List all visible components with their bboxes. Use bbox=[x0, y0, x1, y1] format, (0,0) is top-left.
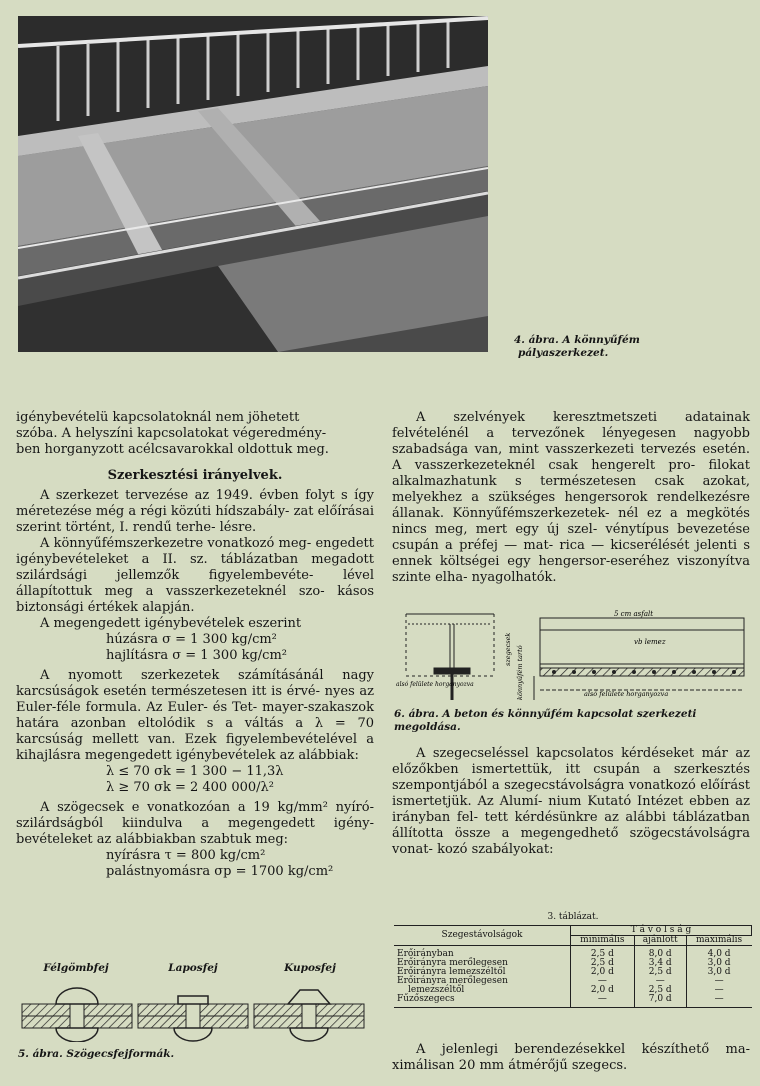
table-cell: lemezszéltől bbox=[408, 985, 465, 995]
table-cell: — bbox=[571, 977, 635, 986]
text-line: lével állapítottuk meg a vasszerkezeteknél szo- bbox=[16, 568, 374, 599]
table-cell: 3,0 d bbox=[686, 968, 751, 977]
text-line: A szögecsek e vonatkozóan a 19 kg/mm² nyíró- bbox=[40, 800, 374, 815]
figure-6-label: 5 cm asfalt bbox=[614, 610, 654, 618]
table-cell: Erőirányra merőlegesen bbox=[397, 976, 508, 986]
table-cell: 2,5 d bbox=[571, 959, 635, 968]
text-line: ximálisan 20 mm átmérőjű szegecs. bbox=[392, 1058, 628, 1073]
text-line: s így méretezése még a régi közúti hídszabály- bbox=[16, 488, 374, 519]
table-cell: 3,4 d bbox=[634, 959, 686, 968]
text-line: össze a megengedhető szögecstávolságra vonat- bbox=[392, 826, 750, 857]
spacing-table bbox=[394, 925, 752, 1008]
text-line: már az előzőkben ismertettük, itt csupán a bbox=[392, 746, 750, 777]
text-line: karcsúságok esetén természetesen itt is érvé- bbox=[16, 684, 320, 699]
formula: nyírásra τ = 800 kg/cm² bbox=[106, 848, 266, 863]
paragraph bbox=[16, 536, 374, 616]
table-cell: Fűzőszegecs bbox=[394, 995, 571, 1008]
figure-6-label: könnyűfém tartó bbox=[516, 645, 524, 700]
text-line: igénybevételek az alábbiak: bbox=[175, 748, 359, 763]
text-line: A nyomott szerkezetek számításánál nagy bbox=[40, 668, 374, 683]
text-line: figyelembevételével a kihajlásra megengedett bbox=[16, 732, 375, 763]
text-line: A könnyűfémszerkezetre vonatkozó meg- bbox=[40, 536, 312, 551]
table-cell: 4,0 d bbox=[686, 946, 751, 960]
table-cell: 2,0 d bbox=[571, 986, 635, 995]
text-line: azokat, melyekhez a szükséges hengersorok bbox=[392, 474, 750, 505]
figure-4-photo bbox=[18, 16, 488, 352]
text-line: zat előírásai szerint történt, I. rendű terhe- bbox=[16, 504, 374, 535]
table-cell: — bbox=[634, 977, 686, 986]
figure-6-label: szegecsek bbox=[504, 632, 512, 666]
text-line: igénybevételü kapcsolatoknál nem jöhetett bbox=[16, 410, 300, 425]
text-line: kozó szabályokat: bbox=[437, 842, 554, 857]
table-cell: Erőirányra merőlegesen bbox=[397, 958, 508, 968]
rivet-conical bbox=[254, 990, 364, 1041]
text-line: vonatkozó előírást ismertetjük. Az Alumí- bbox=[392, 778, 750, 809]
table-cell: — bbox=[686, 995, 751, 1008]
table-cell: Erőirányra lemezszéltől bbox=[397, 967, 506, 977]
table-row bbox=[394, 946, 752, 960]
text-line: szabadsága van, mint vasszerkezeti tervezés bbox=[392, 442, 696, 457]
table-header: Szegestávolságok bbox=[394, 926, 571, 946]
rivet-semicircular bbox=[22, 988, 132, 1042]
rivet-flat bbox=[138, 996, 248, 1041]
paragraph bbox=[392, 410, 750, 586]
right-column-continued bbox=[392, 746, 750, 858]
table-header: maximális bbox=[686, 936, 751, 946]
left-column bbox=[16, 410, 374, 880]
text-line: egy hengersor-eseréhez viszonyítva szinte elha- bbox=[392, 554, 750, 585]
text-line: ben horganyzott acélcsavarokkal oldottuk meg. bbox=[16, 442, 329, 457]
text-line: megadott szilárdsági jellemzők figyelembevéte- bbox=[16, 552, 374, 583]
text-line: rendelkezésre állanak. Könnyűfémszerkezetek- bbox=[392, 490, 750, 521]
figure-5-labels bbox=[18, 962, 368, 974]
figure-4-caption-line: pályaszerkezet. bbox=[518, 347, 609, 359]
figure-6-label: alsó felülete horganyozva bbox=[584, 690, 669, 698]
figure-6-label: vb lemez bbox=[634, 638, 666, 646]
text-line: bevételeket az alábbiakban szabtuk meg: bbox=[16, 832, 289, 847]
formula: hajlításra σ = 1 300 kg/cm² bbox=[106, 648, 287, 663]
text-line: nium Kutató Intézet ebben az irányban fel- bbox=[392, 794, 750, 825]
text-line: filokat alkalmazhatunk s természetesen csak bbox=[392, 458, 750, 489]
table-cell: Erőirányban bbox=[397, 949, 454, 959]
figure-5 bbox=[18, 962, 368, 1061]
table-cell: 8,0 d bbox=[634, 946, 686, 960]
text-line: A szegecseléssel kapcsolatos kérdéseket bbox=[416, 746, 695, 761]
paragraph bbox=[16, 488, 374, 536]
table-cell: 2,5 d bbox=[634, 968, 686, 977]
table-3 bbox=[394, 912, 752, 1008]
paragraph bbox=[16, 410, 374, 458]
text-line: A szelvények keresztmetszeti adatainak bbox=[416, 410, 750, 425]
figure-6-caption-line: 6. ábra. A beton és könnyűfém kapcsolat szerkezeti bbox=[394, 708, 697, 720]
text-line: szilárdságból kiindulva a megengedett igény- bbox=[16, 816, 374, 831]
rivet-label: Félgömbfej bbox=[43, 962, 109, 974]
text-line: kásos biztonsági értékek alapján. bbox=[16, 584, 375, 615]
table-cell: — bbox=[571, 995, 635, 1008]
text-line: szerkesztés szempontjából a szegecstávolságra bbox=[392, 762, 750, 793]
text-line: váltás a λ = 70 karcsúság mellett van. Ezek bbox=[16, 716, 374, 747]
rivet-label: Kuposfej bbox=[284, 962, 336, 974]
text-line: nyes az Euler-féle formula. Az Euler- és Tet- bbox=[16, 684, 374, 715]
formula: húzásra σ = 1 300 kg/cm² bbox=[106, 632, 277, 647]
text-line: rica — kicserélését jelenti s ennek költségei bbox=[392, 538, 750, 569]
table-cell: 2,5 d bbox=[571, 946, 635, 960]
table-title: 3. táblázat. bbox=[547, 912, 599, 922]
text-line: esetén. A vasszerkezeteknél csak hengerelt pro- bbox=[392, 442, 750, 473]
text-line: mayer-szakaszok határa azonban eltolódik s a bbox=[16, 700, 374, 731]
table-cell: 2,5 d bbox=[634, 986, 686, 995]
table-row bbox=[394, 995, 752, 1008]
figure-6-caption bbox=[394, 708, 750, 734]
text-line: A szerkezet tervezése az 1949. évben folyt bbox=[40, 488, 335, 503]
table-header: minimális bbox=[571, 936, 635, 946]
rivet-label: Laposfej bbox=[168, 962, 218, 974]
paragraph bbox=[16, 800, 374, 848]
right-column bbox=[392, 410, 750, 586]
formula: λ ≤ 70 σk = 1 300 − 11,3λ bbox=[106, 764, 284, 779]
figure-5-caption: 5. ábra. Szögecsfejformák. bbox=[18, 1048, 175, 1060]
figure-6-caption-line: megoldása. bbox=[394, 721, 461, 733]
rivet-drawings bbox=[18, 974, 368, 1042]
text-line: vénytípus bevezetése csupán a préfej — mat- bbox=[392, 522, 750, 553]
table-cell: — bbox=[686, 977, 751, 986]
right-column-end bbox=[392, 1042, 750, 1074]
text-line: szóba. A helyszíni kapcsolatokat végeredmény- bbox=[16, 426, 327, 441]
figure-6-label: alsó felülete horganyozva bbox=[396, 681, 474, 688]
table-cell: 3,0 d bbox=[686, 959, 751, 968]
text-line: lésre. bbox=[219, 520, 257, 535]
formula: λ ≥ 70 σk = 2 400 000/λ² bbox=[106, 780, 274, 795]
table-header: ajánlott bbox=[634, 936, 686, 946]
table-header: T á v o l s á g bbox=[571, 926, 752, 936]
figure-6-drawing bbox=[394, 604, 750, 704]
text-line: nyagolhatók. bbox=[471, 570, 557, 585]
text-line: engedett igénybevételeket a II. sz. táblázatban bbox=[16, 536, 374, 567]
text-line: nél ez a megkötés nincs meg, mert egy új szel- bbox=[392, 506, 750, 537]
paragraph bbox=[392, 1042, 750, 1074]
table-cell: 2,0 d bbox=[571, 968, 635, 977]
figure-4-caption-line: 4. ábra. A könnyűfém bbox=[514, 334, 640, 346]
figure-4-caption bbox=[514, 334, 754, 360]
section-heading: Szerkesztési irányelvek. bbox=[107, 468, 283, 483]
table-cell: 7,0 d bbox=[634, 995, 686, 1008]
figure-6 bbox=[394, 604, 750, 734]
paragraph: A megengedett igénybevételek eszerint bbox=[40, 616, 302, 631]
formula: palástnyomásra σp = 1700 kg/cm² bbox=[106, 864, 334, 879]
text-line: A jelenlegi berendezésekkel készíthető ma- bbox=[416, 1042, 750, 1057]
table-cell: — bbox=[686, 986, 751, 995]
text-line: tett kérdésünkre az alábbi táblázatban állította bbox=[392, 810, 750, 841]
paragraph bbox=[392, 746, 750, 858]
paragraph bbox=[16, 668, 374, 764]
text-line: felvételénél a tervezőnek lényegesen nagyobb bbox=[392, 426, 750, 441]
